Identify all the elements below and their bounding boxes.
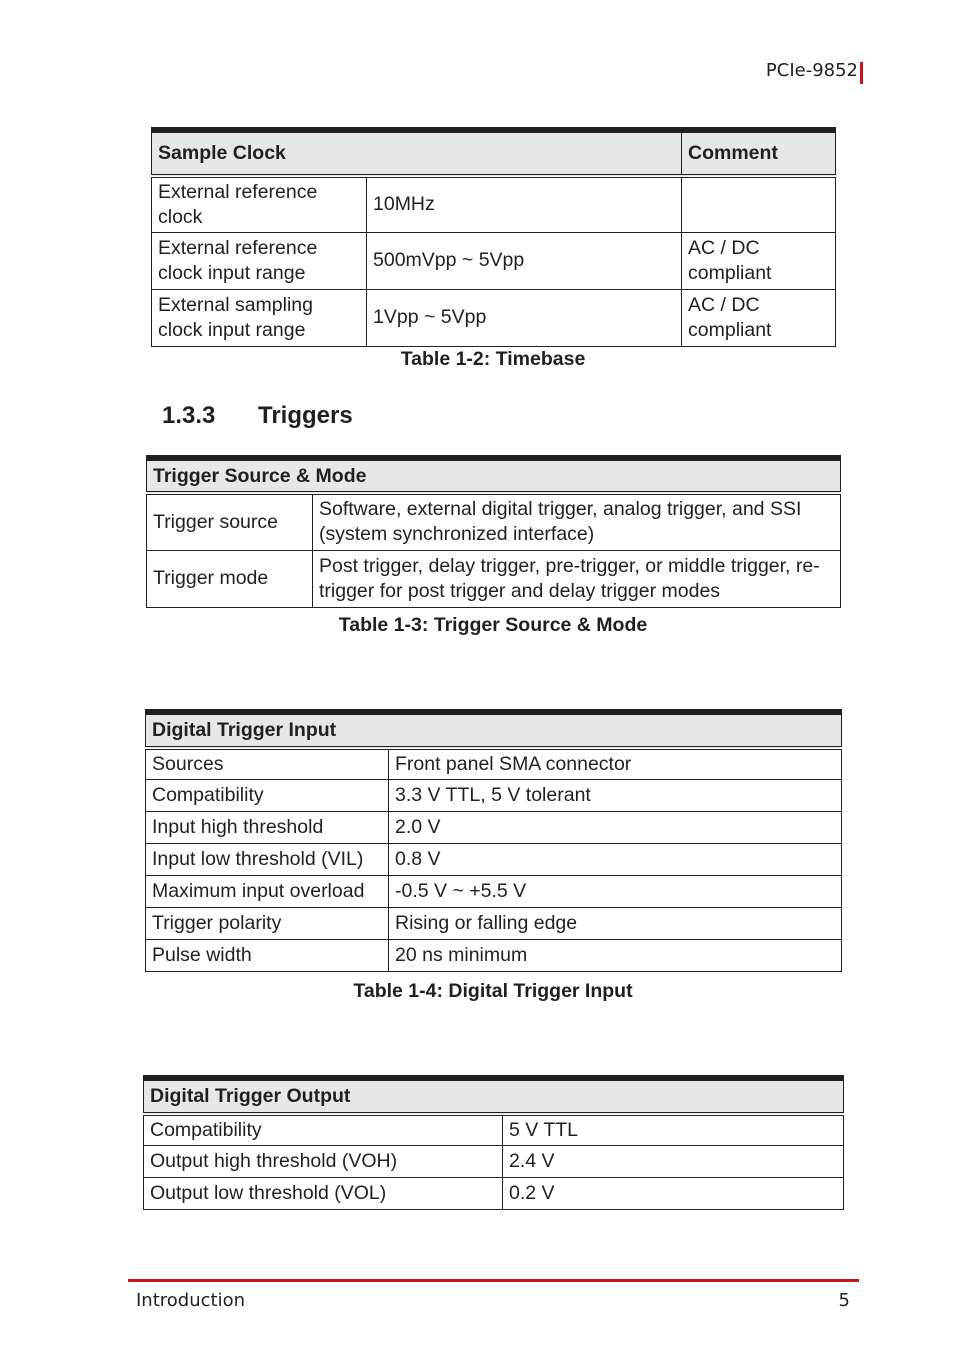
digital-input-value: 20 ns minimum — [389, 939, 842, 971]
trigger-mode-caption: Table 1-3: Trigger Source & Mode — [338, 614, 648, 636]
header-model-name: PCIe-9852 — [765, 60, 858, 81]
timebase-label: External reference clock input range — [152, 232, 367, 289]
digital-input-label: Compatibility — [146, 779, 389, 811]
timebase-table — [151, 127, 836, 347]
digital-input-label: Pulse width — [146, 939, 389, 971]
table-row — [144, 1177, 844, 1209]
footer-section-name: Introduction — [136, 1290, 246, 1311]
timebase-value: 1Vpp ~ 5Vpp — [367, 289, 682, 346]
header-accent-bar — [860, 62, 863, 84]
digital-output-label: Output low threshold (VOL) — [144, 1177, 503, 1209]
digital-output-header: Digital Trigger Output — [144, 1078, 844, 1114]
table-row — [152, 289, 836, 346]
table-row — [146, 811, 842, 843]
digital-input-value: 3.3 V TTL, 5 V tolerant — [389, 779, 842, 811]
timebase-value: 500mVpp ~ 5Vpp — [367, 232, 682, 289]
digital-output-value: 0.2 V — [503, 1177, 844, 1209]
table-row — [152, 232, 836, 289]
section-number: 1.3.3 — [162, 402, 216, 429]
timebase-label: External sampling clock input range — [152, 289, 367, 346]
digital-input-label: Input low threshold (VIL) — [146, 843, 389, 875]
timebase-comment: AC / DC compliant — [682, 232, 836, 289]
digital-input-value: Front panel SMA connector — [389, 748, 842, 779]
digital-input-value: Rising or falling edge — [389, 907, 842, 939]
digital-input-value: 2.0 V — [389, 811, 842, 843]
digital-output-label: Compatibility — [144, 1114, 503, 1145]
digital-output-value: 2.4 V — [503, 1145, 844, 1177]
trigger-mode-label: Trigger source — [147, 493, 313, 550]
digital-input-label: Input high threshold — [146, 811, 389, 843]
digital-input-label: Trigger polarity — [146, 907, 389, 939]
timebase-caption: Table 1-2: Timebase — [400, 348, 586, 370]
digital-input-label: Maximum input overload — [146, 875, 389, 907]
timebase-value: 10MHz — [367, 176, 682, 232]
digital-input-header: Digital Trigger Input — [146, 712, 842, 748]
timebase-header-sample-clock: Sample Clock — [152, 130, 682, 176]
timebase-comment: AC / DC compliant — [682, 289, 836, 346]
footer-rule — [128, 1279, 859, 1282]
table-row — [152, 176, 836, 232]
trigger-mode-label: Trigger mode — [147, 550, 313, 607]
timebase-header-comment: Comment — [682, 130, 836, 176]
table-row — [147, 550, 841, 607]
table-row — [144, 1145, 844, 1177]
table-row — [144, 1114, 844, 1145]
table-row — [147, 493, 841, 550]
trigger-mode-header: Trigger Source & Mode — [147, 458, 841, 493]
trigger-mode-value: Software, external digital trigger, analog trigger, and SSI (system synchronized interface) — [313, 493, 841, 550]
table-row — [146, 779, 842, 811]
table-row — [146, 748, 842, 779]
section-title: Triggers — [258, 402, 353, 429]
digital-input-table — [145, 709, 842, 972]
digital-output-value: 5 V TTL — [503, 1114, 844, 1145]
digital-input-caption: Table 1-4: Digital Trigger Input — [353, 980, 633, 1002]
digital-output-label: Output high threshold (VOH) — [144, 1145, 503, 1177]
trigger-mode-table — [146, 455, 841, 608]
trigger-mode-value: Post trigger, delay trigger, pre-trigger, or middle trigger, re-trigger for post trigger and delay trigger modes — [313, 550, 841, 607]
digital-output-table — [143, 1075, 844, 1210]
table-row — [146, 843, 842, 875]
footer-page-number: 5 — [838, 1290, 850, 1311]
table-row — [146, 907, 842, 939]
timebase-label: External reference clock — [152, 176, 367, 232]
table-row — [146, 875, 842, 907]
digital-input-label: Sources — [146, 748, 389, 779]
timebase-comment — [682, 176, 836, 232]
table-row — [146, 939, 842, 971]
digital-input-value: -0.5 V ~ +5.5 V — [389, 875, 842, 907]
digital-input-value: 0.8 V — [389, 843, 842, 875]
